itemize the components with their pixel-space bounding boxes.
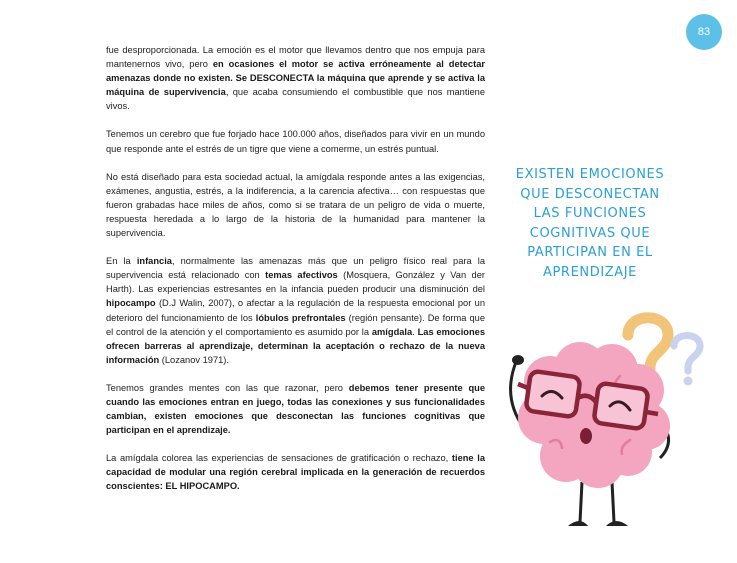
paragraph [106, 381, 485, 437]
text-run: No está diseñado para esta sociedad actual, la amígdala responde antes a las exigencias, exámenes, angustia, estrés, a la indiferencia, a la carencia afectiva… con respuestas que fueron grabadas hace miles de años, como si se tratara de un peligro de vida o muerte, respuesta heredada a lo largo de la historia de la humanidad para mantener la supervivencia. [106, 171, 485, 239]
bold-run: infancia [136, 256, 172, 267]
brain-illustration [490, 290, 720, 540]
callout-line: EXISTEN EMOCIONES [515, 167, 665, 182]
text-run: Tenemos grandes mentes con las que razonar, pero [106, 382, 349, 393]
bold-run: temas afectivos [265, 270, 338, 281]
paragraph [106, 254, 485, 367]
text-run: (D.J Walin, 2007), o afectar a la regulación de la respuesta emocional por un deterioro del funcionamiento de los [106, 298, 485, 323]
paragraph [106, 127, 485, 155]
bold-run: tiene la capacidad de modular una región cerebral implicada en la generación de recuerdos conscientes: EL HIPOCAMPO. [106, 453, 485, 492]
text-run: . [412, 326, 418, 337]
bold-run: en ocasiones el motor se activa erróneamente al detectar amenazas donde no existen. Se DESCONECTA la máquina que aprende y se activa la máquina de supervivencia [106, 59, 485, 98]
callout-text [505, 165, 675, 282]
callout-line: APRENDIZAJE [543, 264, 637, 280]
question-mark-small-icon [674, 336, 700, 386]
bold-run: lóbulos prefrontales [255, 312, 346, 323]
text-run: En la [106, 256, 137, 267]
text-run: Tenemos un cerebro que fue forjado hace 100.000 años, diseñados para vivir en un mundo que responde ante el estrés de un tigre que viene a comerme, un estrés puntual. [106, 129, 485, 154]
paragraph [106, 451, 485, 493]
bold-run: Las emociones ofrecen barreras al aprendizaje, determinan la aceptación o rechazo de la nueva información [106, 326, 486, 365]
text-run: La amígdala colorea las experiencias de sensaciones de gratificación o rechazo, [106, 453, 452, 464]
confused-brain-with-glasses-icon [490, 290, 720, 540]
text-run: (Mosquera, González y Van der Harth). Las experiencias estresantes en la infancia pueden producir una disminución del [106, 270, 485, 295]
text-run: , que acaba consumiendo el combustible que nos mantiene vivos. [106, 87, 485, 112]
text-run: (región pensante). De forma que el control de la atención y el comportamiento es asumido por la [106, 312, 486, 337]
bold-run: amígdala [371, 326, 413, 337]
paragraph [106, 43, 485, 113]
body-text [106, 43, 485, 508]
callout-line: PARTICIPAN EN EL [527, 245, 653, 260]
callout-line: QUE DESCONECTAN [520, 186, 660, 202]
page-number: 83 [697, 26, 711, 38]
text-run: (Lozanov 1971). [159, 354, 229, 365]
bold-run: hipocampo [106, 298, 156, 309]
page-number-badge [686, 14, 722, 50]
callout-line: COGNITIVAS QUE [529, 225, 651, 241]
callout-line: LAS FUNCIONES [533, 206, 647, 221]
text-run: fue desproporcionada. La emoción es el motor que llevamos dentro que nos empuja para mantenernos vivo, pero [106, 45, 485, 70]
brain-legs [568, 482, 628, 526]
brain-mouth [580, 428, 592, 444]
bold-run: debemos tener presente que cuando las emociones entran en juego, todas las conexiones y sus funcionalidades cambian, existen emociones que desconectan las funciones cognitivas que participan en el aprendizaje. [106, 382, 485, 436]
text-run: , normalmente las amenazas más que un peligro físico real para la supervivencia está relacionado con [106, 256, 485, 281]
paragraph [106, 170, 485, 240]
